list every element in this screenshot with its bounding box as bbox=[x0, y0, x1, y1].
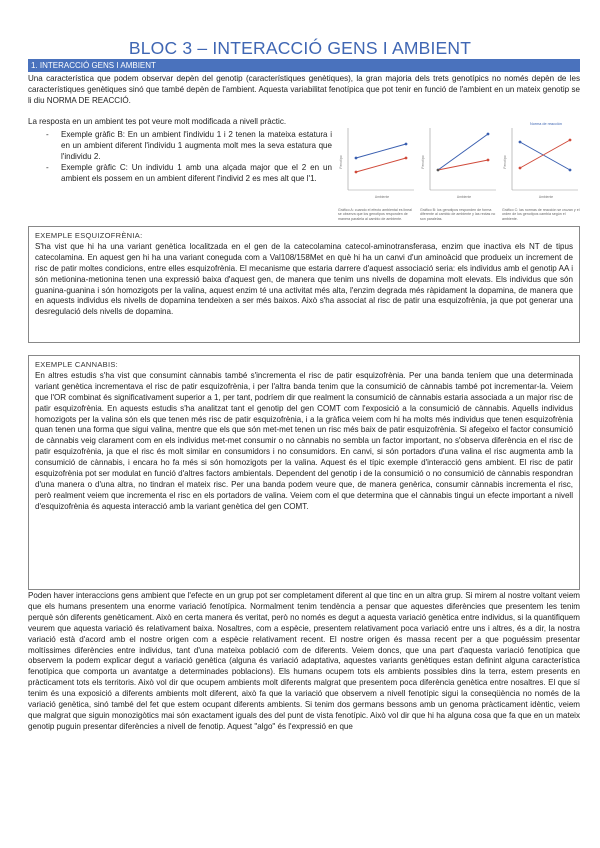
figure-a bbox=[338, 120, 418, 221]
x-axis-label: Ambiente bbox=[538, 195, 554, 199]
bullet-dash: - bbox=[46, 129, 49, 139]
series-line-1 bbox=[356, 144, 406, 158]
series-line-2 bbox=[520, 140, 570, 168]
bullet-dash: - bbox=[46, 162, 49, 172]
series-point-1 bbox=[569, 169, 572, 172]
x-axis-label: Ambiente bbox=[374, 195, 390, 199]
figure-a-caption: Gráfico A: cuando el efecto ambiental es lineal se observa que los genotipos responden de manera paralela al cambio de ambiente. bbox=[338, 208, 412, 221]
list-item: - Exemple gràfic B: En un ambient l'individu 1 i 2 tenen la mateixa estatura i en un ambient diferent l'individu 1 augmenta molt mes la seva estatura que l'individu 2. bbox=[46, 129, 332, 161]
shared-point bbox=[437, 169, 440, 172]
section-header: 1. INTERACCIÓ GENS I AMBIENT bbox=[28, 59, 580, 72]
series-point-2 bbox=[355, 171, 358, 174]
series-point-1 bbox=[405, 143, 408, 146]
series-point-2 bbox=[519, 167, 522, 170]
series-point-2 bbox=[487, 159, 490, 162]
left-column bbox=[28, 117, 332, 184]
figure-c-title: Norma de reacción bbox=[529, 122, 563, 126]
figure-b bbox=[420, 120, 500, 221]
box-body: S'ha vist que hi ha una variant genètica localitzada en el gen de la catecolamina catecol-aminotransferasa, enzim que inactiva els NT de tipus catecolamina. En aquest gen hi ha una variant coneguda com a Val108/158Met en què hi ha un canvi d'un aminoàcid que produeix un increment de risc de patir moltes condicions, entre elles esquizofrènia. El mecanisme que estaria darrere d'aquest associació seria: els individus amb el genotip AA i són metionina-metionina tenen una expressió baixa d'aquest gen, de manera que tenim uns nivells de dopamina molt elevats. Els individus que són guanina-guanina i són homozigots per la valina, aquest enzim té una activitat més alta, l'enzim degrada més ràpidament la dopamina, de manera que en aquests individus els nivells de dopamina tendeixen a ser més baixos. Això s'ha associat al risc de patir una esquizofrènia, ja que pot generar una desregulació dels nivells de dopamina. bbox=[35, 241, 573, 317]
figure-c-chart bbox=[502, 120, 582, 206]
example-list bbox=[28, 130, 332, 185]
intro-paragraph: Una característica que podem observar depèn del genotip (característiques genètiques), la gran majoria dels trets genotípics no només depèn de les característiques genètiques sinó que també depèn de l'ambient. Aquesta variabilitat fenotípica que pot tenir en funció de l'ambient en un mateix genotip se li diu NORMA DE REACCIÓ. bbox=[28, 74, 580, 105]
series-line-1 bbox=[520, 142, 570, 170]
box-heading: EXEMPLE ESQUIZOFRÈNIA: bbox=[35, 231, 143, 240]
page-title: BLOC 3 – INTERACCIÓ GENS I AMBIENT bbox=[128, 38, 472, 58]
y-axis-label: Fenotipo bbox=[339, 155, 343, 169]
figure-c-caption: Gráfico C: las normas de reacción se cruzan y el orden de los genotipos cambia según el ambiente. bbox=[502, 208, 580, 221]
box-heading: EXEMPLE CANNABIS: bbox=[35, 360, 119, 369]
body-paragraph: Poden haver interaccions gens ambient que l'efecte en un grup pot ser completament diferent al que tinc en un altra grup. Si mirem al nostre voltant veiem que els humans presentem una enorme variació fenotípica. Normalment tenim tendència a pensar que aquestes diferències que presentem les tenim perquè són diferents genèticament. Això en certa manera és veritat, però no només es degut a aquesta variació genètica entre individus, si la quantifiquem veurem que aquesta variació és relativament baixa. Nosaltres, com a espècie, presentem relativament poca variació entre uns i altres, és a dir, la nostra variació està d'acord amb el nostre origen com a espècie relativament recent. El nostre origen és massa recent per a que poguéssim presentar moltíssimes diferències entre individus, tant d'una mateixa població com de diferents. Veiem doncs, que una part d'aquesta variació fenotípica que observem la podem explicar degut a variació genètica (alguna és variació adaptativa, aquestes variants genètiques estan definint alguna característica fenotípica que comporta un avantatge a determinades poblacions). Els humans ocupem tots els ambients possibles dins la terra, estem presents en pràcticament tots els territoris. Això vol dir que ocupem ambients molt diferents malgrat que presentem poca diferència genètica entre nosaltres. El que sí tenim és una exposició a diferents ambients molt diferent, això fa que la variació que observem a nivell fenotípic sigui la conseqüència no només de la variació genètica, sinó també del fet que estem ocupant diferents ambients. Si tenim dos germans bessons amb un genoma pràcticament idèntic, veiem que malgrat que siguin monozigòtics mai són exactament iguals des del punt de vista fenotípic. Això vol dir que hi ha alguna cosa que fa que en un mateix genotip puguin presentar diferències a nivell de fenotip. Aquest "algo" és l'expressió en que bbox=[28, 591, 580, 731]
y-axis-label: Fenotipo bbox=[503, 155, 507, 169]
figure-b-caption: Gráfico B: los genotipos responden de forma diferente al cambio de ambiente y las rectas no son paralelas. bbox=[420, 208, 496, 221]
figure-a-chart bbox=[338, 120, 418, 206]
box-body: En altres estudis s'ha vist que consumint cànnabis també s'incrementa el risc de patir esquizofrènia. Per una banda teníem que una determinada variant genètica incrementava el risc de patir esquizofrènia, i per l'altra banda tenim que la consumició de cànnabis també pot incrementar-la. Veiem que l'OR combinat és significativament superior a 1, per tant, podríem dir que realment la consumició de cànnabis estaria associada a un major risc de patir esquizofrènia. En aquests estudis s'ha analitzat tant el genotip del gen COMT com l'exposició a la consumició de cànnabis. Aquells individus homozigots per la valina són els que tenen més risc de patir esquizofrènia, i a la gràfica veiem com hi ha molts més individus que tenen esquizofrènia quan tenen una forma que sigui valina, mentre que els que són met-met tenen un risc més baix de patir esquizofrènia. Si afegeixo el factor consumició de cànnabis veig clarament com en els individus met-met consumir o no cànnabis no sembla un factor important, no s'observa diferència en el risc de patir esquizofrènia, ja que el risc és molt similar en consumidors i no consumidors. En canvi, si són portadors d'una valina el risc augmenta amb la consumició de cànnabis, i encara ho fa més si són homozigots per la valina. Aquest és el típic exemple d'interacció gens ambient. El risc de patir esquizofrènia pot ser modulat en funció d'altres factors ambientals. Dependent del genotip i de la consumició o no consumició de cànnabis respondran d'una manera o d'una altra, no tindran el mateix risc. Per una banda podem veure que, de manera genèrica, consumir cànnabis incrementa el risc, però realment veiem que incrementa el risc en els portadors de valina. Veiem com el que determina que el cànnabis tingui un efecte important a nivell d'esquizofrènia és aquesta interacció amb la variant genètica del gen COMT. bbox=[35, 370, 573, 511]
y-axis-label: Fenotipo bbox=[421, 155, 425, 169]
list-item: - Exemple gràfic C: Un individu 1 amb una alçada major que el 2 en un ambient els possem en un ambient diferent l'individ 2 es mes alt que l'1. bbox=[46, 162, 332, 183]
series-point-1 bbox=[355, 157, 358, 160]
series-point-1 bbox=[487, 133, 490, 136]
figure-b-chart bbox=[420, 120, 500, 206]
figure-c bbox=[502, 120, 582, 221]
series-point-2 bbox=[405, 157, 408, 160]
reaction-lead: La resposta en un ambient tes pot veure molt modificada a nivell pràctic. bbox=[28, 117, 287, 126]
example-box-schizophrenia bbox=[28, 226, 580, 343]
example-box-cannabis bbox=[28, 355, 580, 590]
series-point-2 bbox=[569, 139, 572, 142]
x-axis-label: Ambiente bbox=[456, 195, 472, 199]
series-point-1 bbox=[519, 141, 522, 144]
series-line-2 bbox=[356, 158, 406, 172]
